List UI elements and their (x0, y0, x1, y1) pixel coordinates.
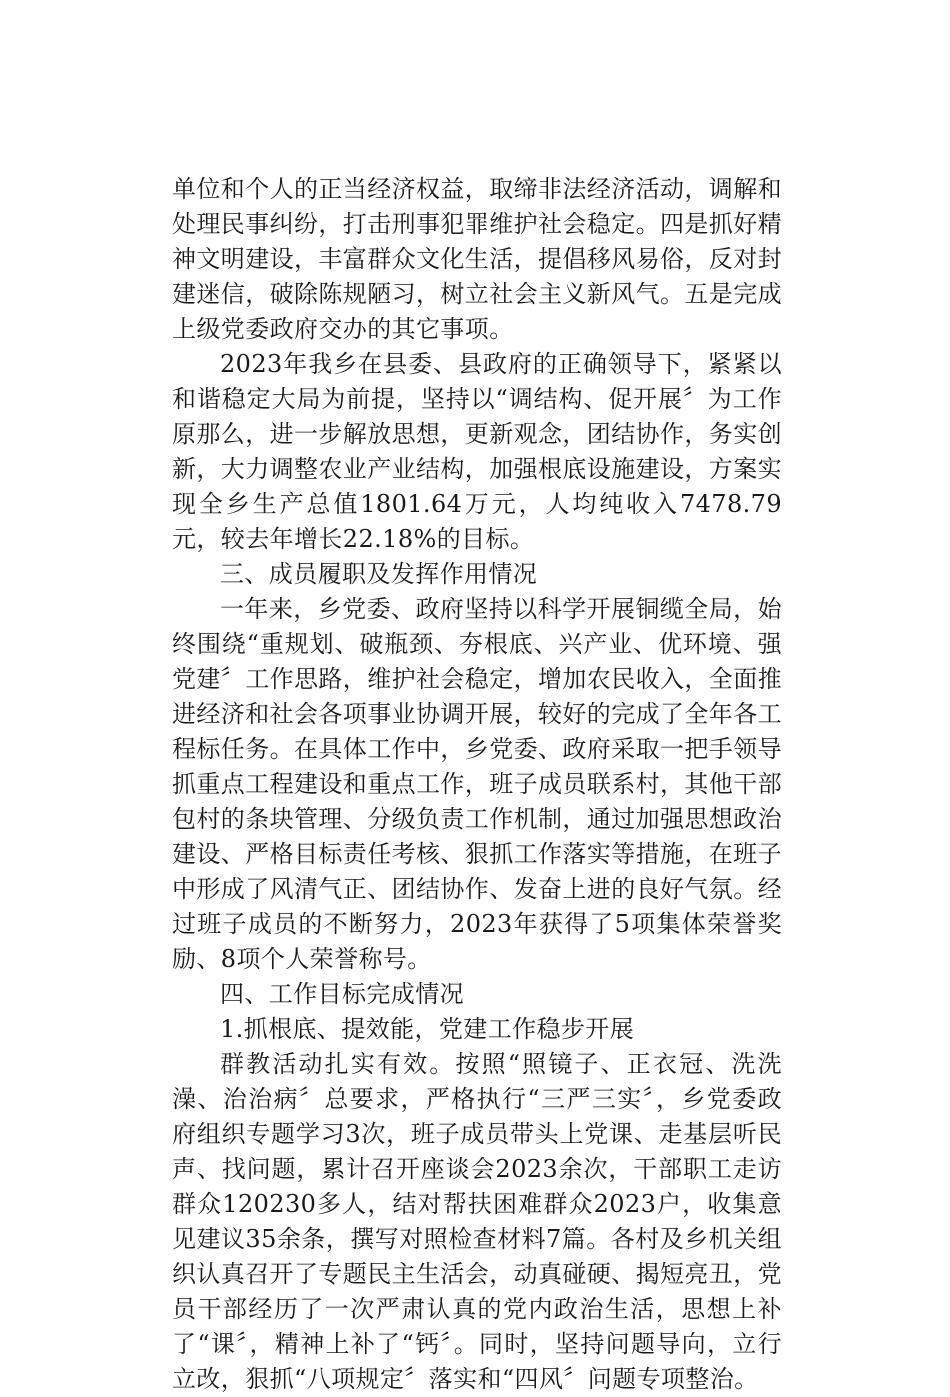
document-body (172, 172, 782, 1397)
section-heading-3: 三、成员履职及发挥作用情况 (220, 560, 538, 588)
paragraph-member-performance: 一年来，乡党委、政府坚持以科学开展铜缆全局，始终围绕“重规划、破瓶颈、夯根底、兴产业、优环境、强党建〞工作思路，维护社会稳定，增加农民收入，全面推进经济和社会各项事业协调开展，较好的完成了全年各工程标任务。在具体工作中，乡党委、政府采取一把手领导抓重点工程建设和重点工作，班子成员联系村，其他干部包村的条块管理、分级负责工作机制，通过加强思想政治建设、严格目标责任考核、狠抓工作落实等措施，在班子中形成了风清气正、团结协作、发奋上进的良好气氛。经过班子成员的不断努力，2023年获得了5项集体荣誉奖励、8项个人荣誉称号。 (172, 595, 782, 973)
paragraph-mass-education: 群教活动扎实有效。按照“照镜子、正衣冠、洗洗澡、治治病〞总要求，严格执行“三严三实〞，乡党委政府组织专题学习3次，班子成员带头上党课、走基层听民声、找问题，累计召开座谈会2023余次，干部职工走访群众120230多人，结对帮扶困难群众2023户，收集意见建议35余条，撰写对照检查材料7篇。各村及乡机关组织认真召开了专题民主生活会，动真碰硬、揭短亮丑，党员干部经历了一次严肃认真的党内政治生活，思想上补了“课〞，精神上补了“钙〞。同时，坚持问题导向，立行立改，狠抓“八项规定〞落实和“四风〞问题专项整治。 (172, 1050, 782, 1393)
section-heading-4: 四、工作目标完成情况 (220, 980, 464, 1008)
paragraph-2023-goals: 2023年我乡在县委、县政府的正确领导下，紧紧以和谐稳定大局为前提，坚持以“调结构、促开展〞为工作原那么，进一步解放思想，更新观念，团结协作，务实创新，大力调整农业产业结构，加强根底设施建设，方案实现全乡生产总值1801.64万元，人均纯收入7478.79元，较去年增长22.18%的目标。 (172, 350, 782, 553)
paragraph-duties-continued: 单位和个人的正当经济权益，取缔非法经济活动，调解和处理民事纠纷，打击刑事犯罪维护社会稳定。四是抓好精神文明建设，丰富群众文化生活，提倡移风易俗，反对封建迷信，破除陈规陋习，树立社会主义新风气。五是完成上级党委政府交办的其它事项。 (172, 175, 782, 343)
subheading-party-building: 1.抓根底、提效能，党建工作稳步开展 (220, 1015, 635, 1043)
